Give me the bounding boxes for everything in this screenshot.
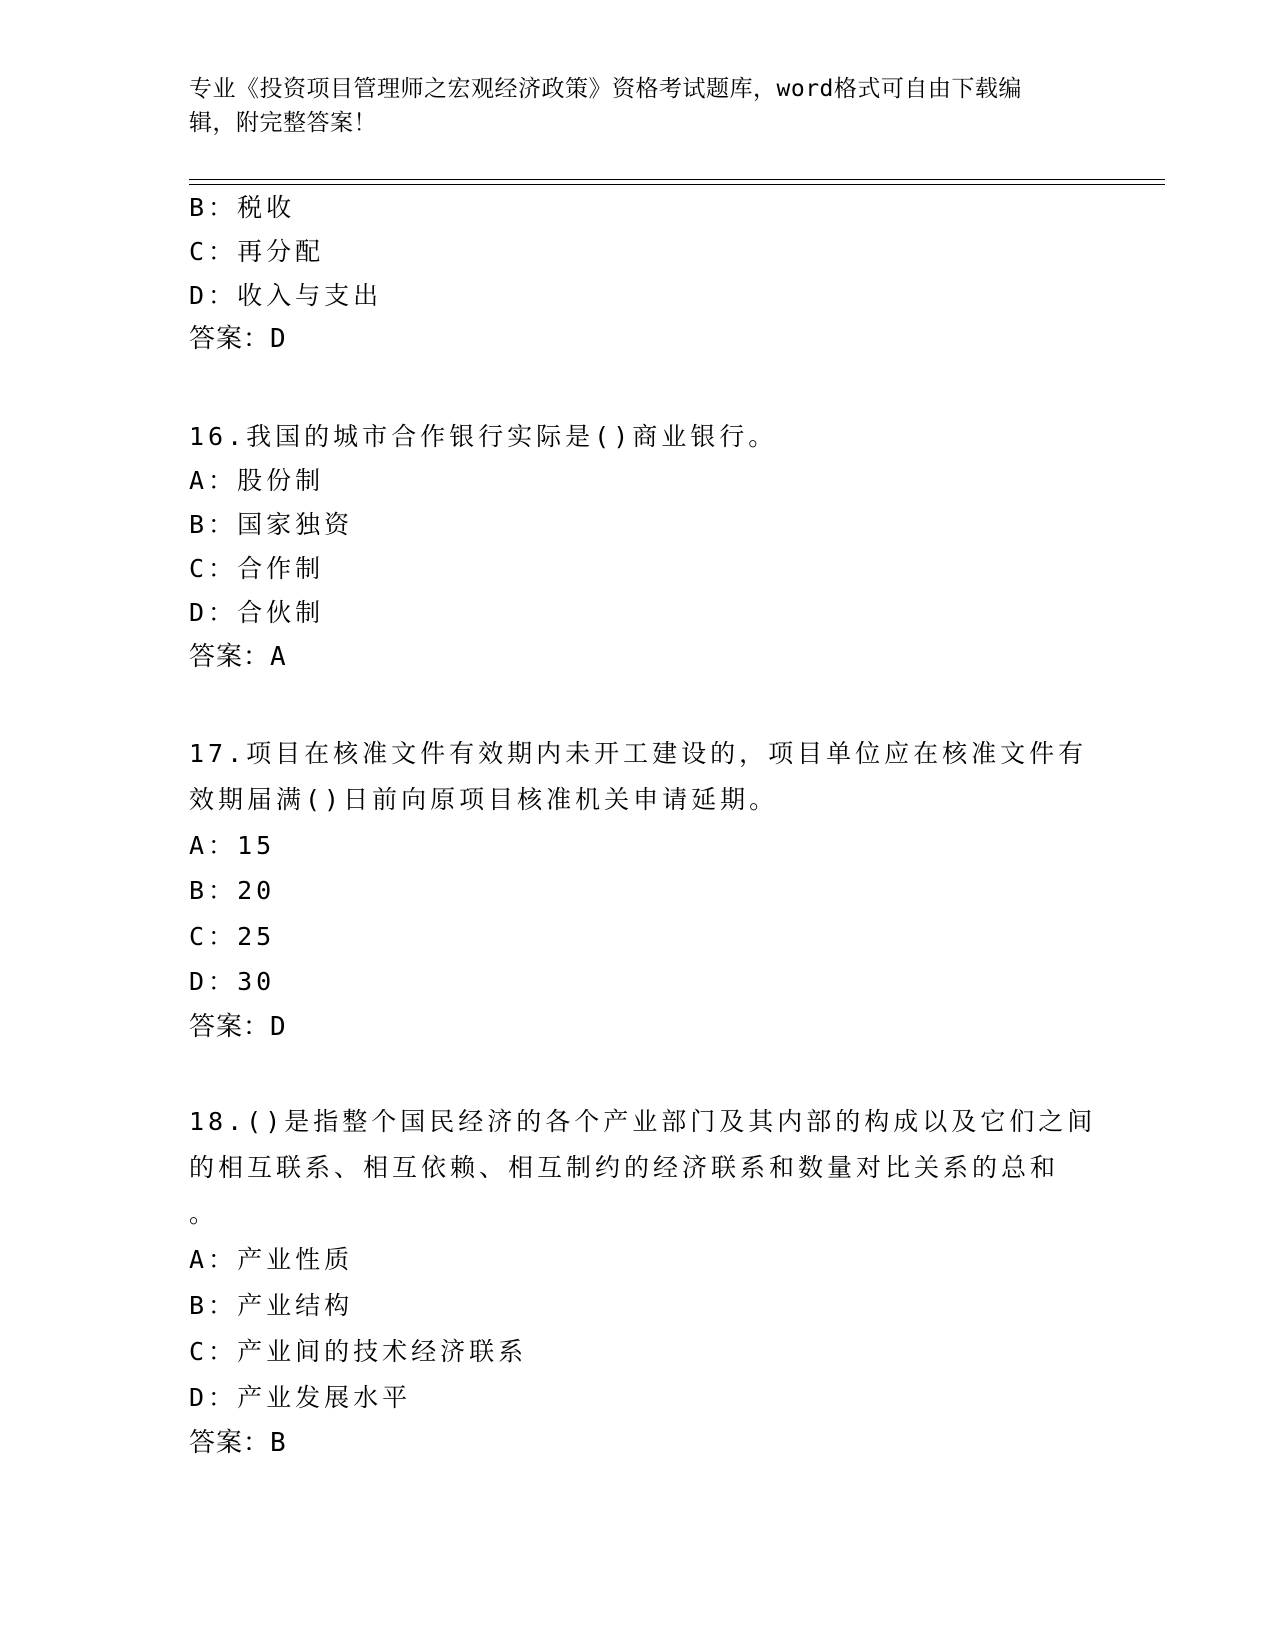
option-text: 合伙制 xyxy=(237,598,325,627)
option-text: 再分配 xyxy=(237,237,325,266)
option-prefix: D： xyxy=(189,967,238,996)
option-prefix: B： xyxy=(189,876,238,905)
option-text: 国家独资 xyxy=(237,510,354,539)
option-prefix: D： xyxy=(189,281,238,310)
q16-option-a xyxy=(189,465,324,497)
option-text: 合作制 xyxy=(237,554,325,583)
option-text: 产业发展水平 xyxy=(237,1383,412,1412)
header-divider-top xyxy=(189,179,1165,180)
option-text: 产业结构 xyxy=(237,1291,354,1320)
q16-answer: 答案：A xyxy=(189,642,287,672)
document-header xyxy=(189,72,1079,140)
option-text: 15 xyxy=(237,831,276,860)
option-prefix: C： xyxy=(189,554,238,583)
q17-stem-line-2: 效期届满()日前向原项目核准机关申请延期。 xyxy=(189,785,779,814)
q16-stem: 16.我国的城市合作银行实际是()商业银行。 xyxy=(189,422,778,451)
q17-stem-line-1: 17.项目在核准文件有效期内未开工建设的，项目单位应在核准文件有 xyxy=(189,739,1088,768)
q18-stem-line-3: 。 xyxy=(189,1199,219,1228)
q15-answer: 答案：D xyxy=(189,324,287,354)
q18-option-a xyxy=(189,1244,353,1276)
option-text: 20 xyxy=(237,876,276,905)
option-text: 股份制 xyxy=(237,466,325,495)
q18-option-b xyxy=(189,1290,353,1322)
q17-option-d xyxy=(189,966,275,998)
q18-stem-line-1: 18.()是指整个国民经济的各个产业部门及其内部的构成以及它们之间 xyxy=(189,1107,1097,1136)
option-text: 25 xyxy=(237,922,276,951)
q15-option-b xyxy=(189,192,295,224)
option-prefix: D： xyxy=(189,1383,238,1412)
option-text: 产业间的技术经济联系 xyxy=(237,1337,528,1366)
q18-stem-line-2: 的相互联系、相互依赖、相互制约的经济联系和数量对比关系的总和 xyxy=(189,1153,1060,1182)
option-prefix: B： xyxy=(189,193,238,222)
q17-option-b xyxy=(189,875,275,907)
option-prefix: C： xyxy=(189,1337,238,1366)
option-text: 30 xyxy=(237,967,276,996)
header-line-2: 辑，附完整答案！ xyxy=(189,110,377,136)
header-divider-bottom xyxy=(189,184,1165,185)
option-prefix: A： xyxy=(189,831,238,860)
q16-option-b xyxy=(189,509,353,541)
option-text: 产业性质 xyxy=(237,1245,354,1274)
q17-option-c xyxy=(189,921,275,953)
q16-option-d xyxy=(189,597,324,629)
option-prefix: A： xyxy=(189,1245,238,1274)
option-text: 税收 xyxy=(237,193,296,222)
option-prefix: B： xyxy=(189,1291,238,1320)
q16-option-c xyxy=(189,553,324,585)
option-prefix: B： xyxy=(189,510,238,539)
option-prefix: C： xyxy=(189,922,238,951)
q15-option-c xyxy=(189,236,324,268)
option-text: 收入与支出 xyxy=(237,281,383,310)
option-prefix: D： xyxy=(189,598,238,627)
q15-option-d xyxy=(189,280,382,312)
q17-answer: 答案：D xyxy=(189,1012,287,1042)
q18-answer: 答案：B xyxy=(189,1428,287,1458)
q17-option-a xyxy=(189,830,275,862)
q18-option-c xyxy=(189,1336,527,1368)
option-prefix: C： xyxy=(189,237,238,266)
header-line-1: 专业《投资项目管理师之宏观经济政策》资格考试题库，word格式可自由下载编 xyxy=(189,76,1022,102)
option-prefix: A： xyxy=(189,466,238,495)
q18-option-d xyxy=(189,1382,411,1414)
